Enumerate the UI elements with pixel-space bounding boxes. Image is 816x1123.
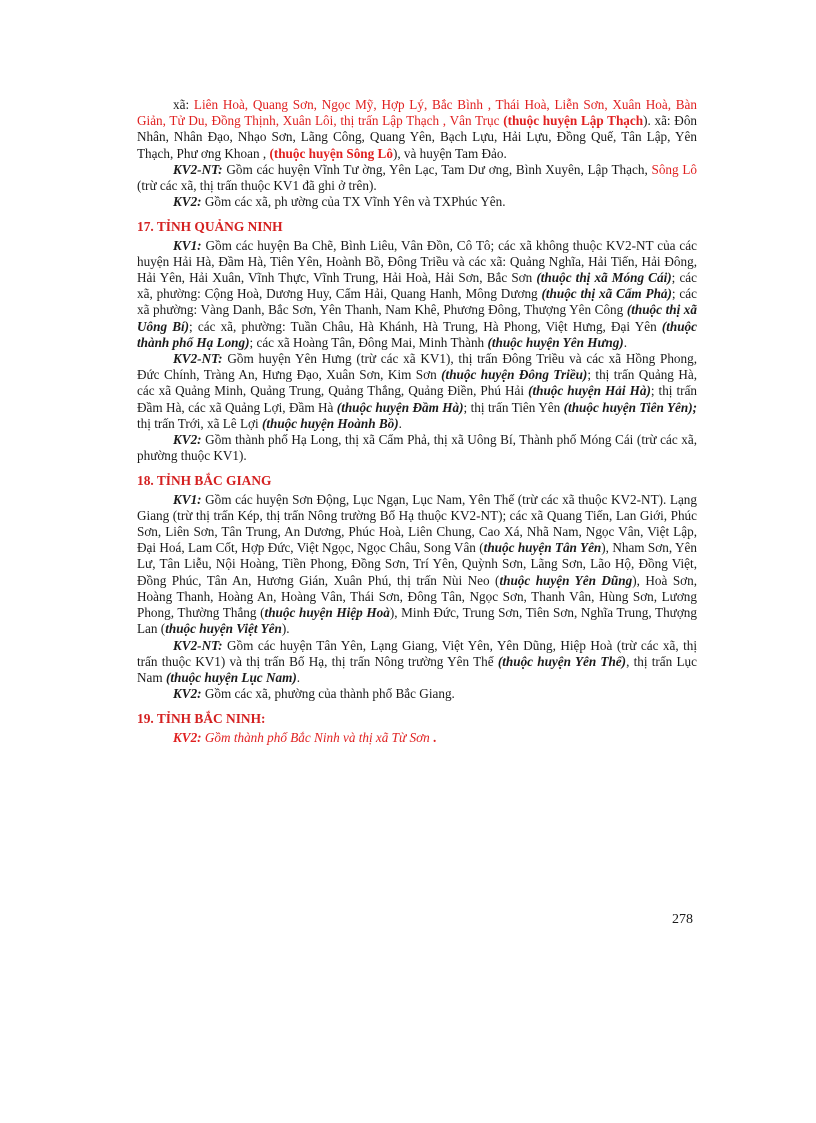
text-run: Gồm huyện Yên Hưng (trừ các xã KV1), thị trấn Đông Triều và các xã Hồng Phong, Đức Chính, Tràng An, Hưng Đạo, Xuân Sơn, Kim Sơn — [137, 351, 697, 383]
text-run: ). — [281, 621, 290, 637]
text-run: ), và huyện Tam Đảo. — [392, 145, 507, 161]
text-run: (thuộc huyện Lập Thạch — [503, 113, 644, 129]
text-run: thị trấn Trới, xã Lê Lợi — [137, 415, 262, 431]
s19-paragraph-kv2 — [137, 730, 697, 746]
text-run: ), Hoà Sơn, Hoàng Thanh, Hoàng An, Hoàng Vân, Thái Sơn, Đông Tân, Ngọc Sơn, Thanh Vân, Hùng Sơn, Lương Phong, Thường Thắng ( — [137, 572, 698, 621]
text-run: (thuộc huyện Đầm Hà) — [336, 399, 464, 415]
text-run: Sông Lô — [651, 161, 698, 177]
text-run: (thuộc huyện Đông Triều) — [441, 367, 588, 383]
kv-label: KV1: — [173, 491, 202, 507]
text-run: (thuộc thị xã Cẩm Phả) — [541, 286, 672, 302]
text-run: ), Nham Sơn, Yên Lư, Tân Liễu, Nội Hoàng, Tiền Phong, Đồng Sơn, Trí Yên, Quỳnh Sơn, Lãng Sơn, Lão Hộ, Đồng Việt, Đồng Phúc, Tân An, Hương Gián, Xuân Phú, thị trấn Nùi Neo ( — [137, 540, 697, 588]
text-run: ), Minh Đức, Trung Sơn, Tiên Sơn, Nghĩa Trung, Thượng Lan ( — [137, 605, 697, 637]
intro-paragraph-3 — [137, 194, 697, 210]
text-run: xã: — [173, 97, 194, 112]
kv-label: KV2: — [173, 729, 202, 745]
text-run: thuộc huyện Hiệp Hoà — [264, 605, 390, 621]
text-run: ; các xã phường: Vàng Danh, Bắc Sơn, Yên Thanh, Nam Khê, Phương Đông, Thượng Yên Công — [137, 286, 697, 318]
kv-label: KV2: — [173, 686, 202, 702]
text-run: Gồm thành phố Bắc Ninh và thị xã Từ Sơn — [201, 729, 430, 745]
text-run: . — [296, 669, 301, 685]
text-run: ; thị trấn Tiên Yên — [463, 399, 564, 415]
text-run: (thuộc huyện Tiên Yên); — [563, 399, 697, 415]
kv-label: KV2-NT: — [173, 351, 223, 367]
text-run: thuộc huyện Tân Yên — [483, 540, 602, 556]
text-run: (trừ các xã, thị trấn thuộc KV1 đã ghi ở trên). — [137, 178, 377, 194]
s18-paragraph-kv2 — [137, 686, 697, 702]
text-run: (thuộc huyện Yên Hưng) — [487, 334, 624, 350]
text-run: . — [623, 334, 627, 350]
text-run: (thuộc huyện Hoành Bồ) — [261, 415, 399, 431]
section-heading-18: 18. TỈNH BẮC GIANG — [137, 473, 272, 489]
text-run: thuộc huyện Yên Dũng — [499, 572, 633, 588]
text-run: (thuộc huyện Hải Hà) — [528, 383, 651, 399]
text-run: ; các xã, phường: Cộng Hoà, Dương Huy, Cẩm Hải, Quang Hanh, Mông Dương — [137, 270, 697, 302]
text-run: Gồm thành phố Hạ Long, thị xã Cẩm Phả, thị xã Uông Bí, Thành phố Móng Cái (trừ các xã, phường thuộc KV1). — [137, 432, 697, 464]
text-run: (thuộc huyện Lục Nam) — [165, 669, 297, 685]
s18-paragraph-kv1 — [137, 492, 697, 638]
text-run: Gồm các xã, phường của thành phố Bắc Giang. — [201, 686, 455, 702]
s18-paragraph-kv2nt — [137, 638, 697, 687]
intro-paragraph-1 — [137, 97, 697, 162]
kv-label: KV2-NT: — [173, 637, 223, 653]
text-run: ; các xã, phường: Tuần Châu, Hà Khánh, Hà Trung, Hà Phong, Việt Hưng, Đại Yên — [189, 318, 662, 334]
text-run: ; các xã Hoàng Tân, Đông Mai, Minh Thành — [249, 334, 488, 350]
text-run: (thuộc thành phố Hạ Long) — [137, 318, 697, 350]
s17-paragraph-kv2 — [137, 432, 697, 464]
text-run: Liên Hoà, Quang Sơn, Ngọc Mỹ, Hợp Lý, Bắc Bình , Thái Hoà, Liễn Sơn, Xuân Hoà, Bàn Giản, Tử Du, Đồng Thịnh, Xuân Lôi, thị trấn Lập Thạch , Vân Trục — [137, 97, 697, 129]
section-heading-17: 17. TỈNH QUẢNG NINH — [137, 219, 283, 235]
text-run: , thị trấn Lục Nam — [137, 653, 697, 685]
text-run: (thuộc huyện Yên Thế) — [497, 653, 627, 669]
s17-paragraph-kv2nt — [137, 351, 697, 432]
text-run: thuộc huyện Việt Yên — [165, 621, 282, 637]
text-run: (thuộc huyện Sông Lô — [269, 145, 393, 161]
text-run: ; thị trấn Đầm Hà, các xã Quảng Lợi, Đầm Hà — [137, 383, 698, 415]
s17-paragraph-kv1 — [137, 238, 697, 351]
page-number: 278 — [672, 912, 693, 927]
intro-paragraph-2 — [137, 162, 697, 194]
kv-label: KV2: — [173, 432, 202, 448]
kv-label: KV1: — [173, 237, 202, 253]
text-run: Gồm các xã, ph ường của TX Vĩnh Yên và TXPhúc Yên. — [201, 194, 506, 210]
kv-label: KV2-NT: — [173, 161, 223, 177]
text-run: Gồm các huyện Tân Yên, Lạng Giang, Việt Yên, Yên Dũng, Hiệp Hoà (trừ các xã, thị trấn thuộc KV1) và thị trấn Bố Hạ, thị trấn Nông trường Yên Thế — [137, 637, 697, 669]
document-page — [137, 97, 697, 746]
text-run: (thuộc thị xã Uông Bí) — [137, 302, 697, 334]
text-run: ). xã: Đôn Nhân, Nhân Đạo, Nhạo Sơn, Lãng Công, Quang Yên, Bạch Lựu, Hải Lựu, Đồng Quế, Tân Lập, Yên Thạch, Phư ơng Khoan , — [137, 113, 698, 161]
text-run: . — [429, 729, 437, 745]
text-run: (thuộc thị xã Móng Cái) — [536, 270, 672, 286]
section-heading-19: 19. TỈNH BẮC NINH: — [137, 711, 266, 727]
text-run: Gồm các huyện Vĩnh Tư ờng, Yên Lạc, Tam Dư ơng, Bình Xuyên, Lập Thạch, — [222, 161, 652, 177]
text-run: . — [398, 415, 402, 431]
kv-label: KV2: — [173, 194, 202, 210]
text-run: Gồm các huyện Ba Chẽ, Bình Liêu, Vân Đồn, Cô Tô; các xã không thuộc KV2-NT của các huyện Hải Hà, Đầm Hà, Tiên Yên, Hoành Bồ, Đông Triều và các xã: Quảng Nghĩa, Hải Tiến, Hải Đông, Hải Yên, Hải Xuân, Vĩnh Thực, Vĩnh Trung, Hải Hoà, Hải Sơn, Bắc Sơn — [137, 237, 697, 286]
text-run: Gồm các huyện Sơn Động, Lục Ngạn, Lục Nam, Yên Thế (trừ các xã thuộc KV2-NT). Lạng Giang (trừ thị trấn Kép, thị trấn Nông trường Bố Hạ thuộc KV2-NT); các xã Quang Tiến, Lan Giới, Phúc Sơn, Liên Sơn, Tân Trung, An Dương, Phúc Hoà, Liên Chung, Cao Xá, Nhã Nam, Ngọc Vân, Việt Lập, Đại Hoá, Lam Cốt, Hợp Đức, Việt Ngọc, Ngọc Châu, Song Vân ( — [137, 491, 697, 556]
text-run: ; thị trấn Quảng Hà, các xã Quảng Minh, Quảng Trung, Quảng Thắng, Quảng Điền, Phú Hải — [137, 367, 697, 399]
